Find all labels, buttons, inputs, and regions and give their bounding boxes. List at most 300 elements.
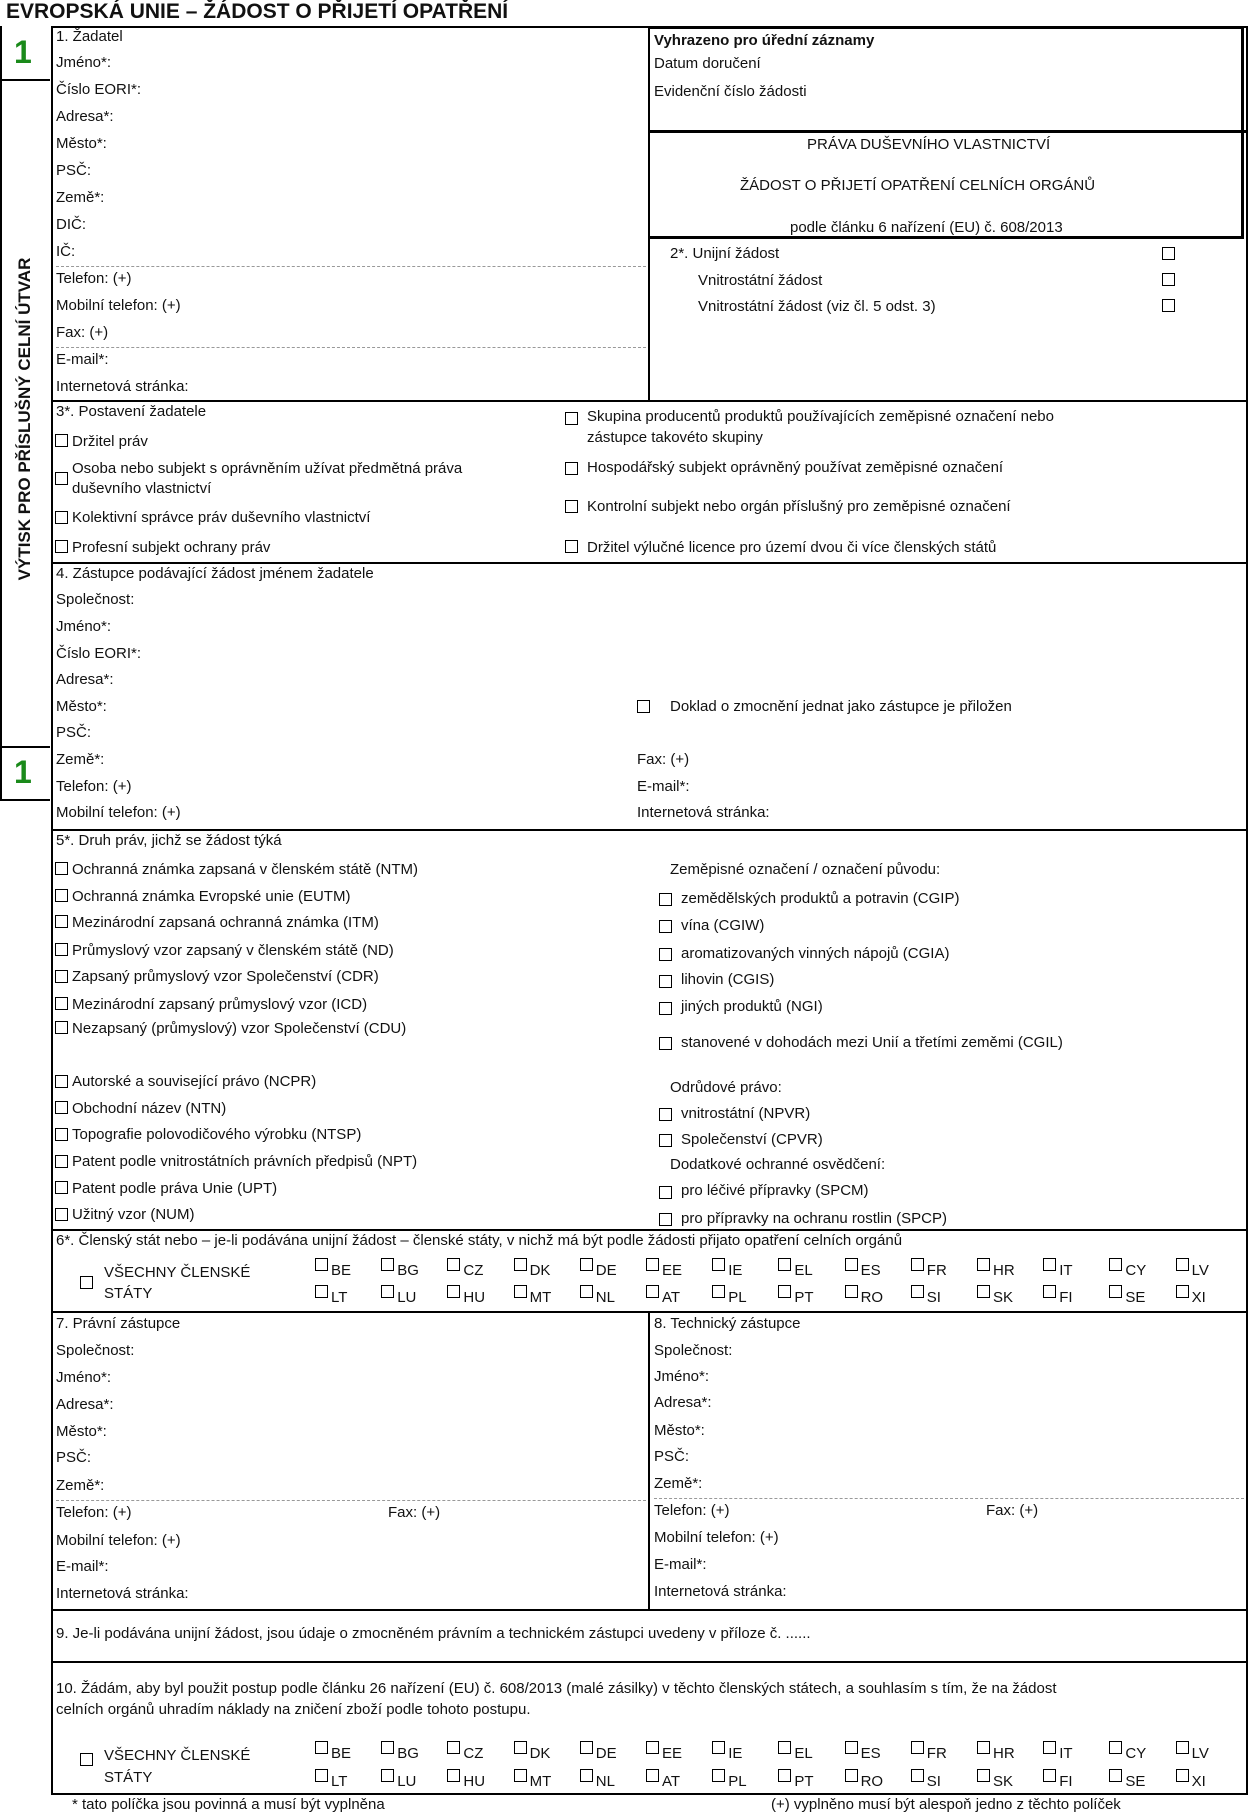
country-code: CY bbox=[1125, 1262, 1147, 1279]
footer-right: (+) vyplněno musí být alespoň jedno z těchto políček bbox=[771, 1796, 1121, 1813]
country-option-es[interactable] bbox=[845, 1258, 881, 1280]
office-request: ŽÁDOST O PŘIJETÍ OPATŘENÍ CELNÍCH ORGÁNŮ bbox=[740, 177, 1096, 194]
country-option-pt[interactable] bbox=[778, 1769, 813, 1791]
s5-option: vína (CGIW) bbox=[681, 917, 765, 934]
country-code: PT bbox=[794, 1289, 814, 1306]
country-checkbox[interactable] bbox=[712, 1258, 725, 1271]
s3-option: Kontrolní subjekt nebo orgán příslušný pro zeměpisné označení bbox=[587, 498, 1011, 515]
s10-text-cont: celních orgánů uhradím náklady na zničení zboží podle tohoto postupu. bbox=[56, 1701, 531, 1718]
country-code: LU bbox=[397, 1773, 417, 1790]
s7-field: Adresa*: bbox=[56, 1396, 114, 1413]
country-code: RO bbox=[860, 1773, 884, 1790]
s1-field: Mobilní telefon: (+) bbox=[56, 297, 181, 314]
country-option-dk[interactable] bbox=[514, 1741, 551, 1763]
s5-checkbox[interactable] bbox=[55, 1155, 68, 1168]
copy-number-bottom: 1 bbox=[14, 754, 32, 790]
s4-field: Jméno*: bbox=[56, 618, 112, 635]
s4-field: PSČ: bbox=[56, 724, 92, 741]
s5-option: Ochranná známka Evropské unie (EUTM) bbox=[72, 888, 351, 905]
s1-field: IČ: bbox=[56, 243, 76, 260]
s3-checkbox[interactable] bbox=[565, 540, 578, 553]
s8-field: Internetová stránka: bbox=[654, 1583, 787, 1600]
s4-field: Telefon: (+) bbox=[56, 778, 132, 795]
s3-option-cont: zástupce takovéto skupiny bbox=[587, 429, 763, 446]
country-checkbox[interactable] bbox=[514, 1741, 527, 1754]
s2-national-art5: Vnitrostátní žádost (viz čl. 5 odst. 3) bbox=[698, 298, 936, 315]
country-option-es[interactable] bbox=[845, 1741, 881, 1763]
s3-option-cont: duševního vlastnictví bbox=[72, 480, 212, 497]
office-basis: podle článku 6 nařízení (EU) č. 608/2013 bbox=[790, 219, 1063, 236]
s7-field: Telefon: (+) bbox=[56, 1504, 132, 1521]
country-code: AT bbox=[662, 1289, 681, 1306]
country-code: IT bbox=[1059, 1745, 1073, 1762]
country-code: MT bbox=[529, 1289, 552, 1306]
s5-checkbox[interactable] bbox=[659, 948, 672, 961]
country-checkbox[interactable] bbox=[315, 1741, 328, 1754]
s5-checkbox[interactable] bbox=[659, 893, 672, 906]
s1-field: Země*: bbox=[56, 189, 105, 206]
s10-all-checkbox[interactable] bbox=[80, 1753, 93, 1766]
country-checkbox[interactable] bbox=[1043, 1285, 1056, 1298]
s8-field: Země*: bbox=[654, 1475, 703, 1492]
country-code: FR bbox=[926, 1262, 947, 1279]
office-date: Datum doručení bbox=[654, 55, 761, 72]
s3-checkbox[interactable] bbox=[565, 412, 578, 425]
country-checkbox[interactable] bbox=[712, 1285, 725, 1298]
s3-checkbox[interactable] bbox=[55, 434, 68, 447]
s3-option: Držitel výlučné licence pro území dvou či více členských států bbox=[587, 539, 997, 556]
s1-field: Internetová stránka: bbox=[56, 378, 189, 395]
s4-web: Internetová stránka: bbox=[637, 804, 770, 821]
country-option-mt[interactable] bbox=[514, 1285, 552, 1307]
country-option-pl[interactable] bbox=[712, 1769, 746, 1791]
country-checkbox[interactable] bbox=[845, 1741, 858, 1754]
s10-text: 10. Žádám, aby byl použit postup podle článku 26 nařízení (EU) č. 608/2013 (malé zásilky) v těchto členských státech, a souhlasím s tím, že na žádost bbox=[56, 1680, 1057, 1697]
country-option-at[interactable] bbox=[646, 1769, 680, 1791]
s5-checkbox[interactable] bbox=[55, 889, 68, 902]
country-checkbox[interactable] bbox=[1176, 1741, 1189, 1754]
country-checkbox[interactable] bbox=[911, 1258, 924, 1271]
s5-option: zemědělských produktů a potravin (CGIP) bbox=[681, 890, 960, 907]
s3-option: Kolektivní správce práv duševního vlastnictví bbox=[72, 509, 371, 526]
country-checkbox[interactable] bbox=[911, 1285, 924, 1298]
footer-left: * tato políčka jsou povinná a musí být vyplněna bbox=[72, 1796, 385, 1813]
country-code: EE bbox=[662, 1262, 683, 1279]
s8-field: E-mail*: bbox=[654, 1556, 707, 1573]
country-code: DE bbox=[595, 1745, 617, 1762]
country-option-ie[interactable] bbox=[712, 1258, 742, 1280]
country-checkbox[interactable] bbox=[778, 1741, 791, 1754]
country-option-mt[interactable] bbox=[514, 1769, 552, 1791]
s5-checkbox[interactable] bbox=[55, 1075, 68, 1088]
country-checkbox[interactable] bbox=[315, 1285, 328, 1298]
country-option-be[interactable] bbox=[315, 1741, 351, 1763]
country-checkbox[interactable] bbox=[1109, 1285, 1122, 1298]
country-checkbox[interactable] bbox=[911, 1769, 924, 1782]
country-option-lu[interactable] bbox=[381, 1769, 416, 1791]
s2-national-art5-checkbox[interactable] bbox=[1162, 299, 1175, 312]
country-option-lv[interactable] bbox=[1176, 1258, 1209, 1280]
country-code: SI bbox=[926, 1289, 941, 1306]
s1-field: Jméno*: bbox=[56, 54, 112, 71]
s5-checkbox[interactable] bbox=[55, 970, 68, 983]
country-code: SE bbox=[1125, 1289, 1146, 1306]
form-title: EVROPSKÁ UNIE – ŽÁDOST O PŘIJETÍ OPATŘENÍ bbox=[6, 0, 509, 23]
office-number: Evidenční číslo žádosti bbox=[654, 83, 807, 100]
country-code: LV bbox=[1191, 1262, 1209, 1279]
office-reserved: Vyhrazeno pro úřední záznamy bbox=[654, 32, 875, 49]
country-code: IT bbox=[1059, 1262, 1073, 1279]
country-checkbox[interactable] bbox=[1176, 1769, 1189, 1782]
country-code: HR bbox=[993, 1262, 1015, 1279]
country-checkbox[interactable] bbox=[845, 1258, 858, 1271]
country-code: EL bbox=[794, 1262, 813, 1279]
side-column bbox=[0, 26, 50, 801]
country-option-hr[interactable] bbox=[977, 1741, 1015, 1763]
s5-option: Patent podle práva Unie (UPT) bbox=[72, 1180, 278, 1197]
country-checkbox[interactable] bbox=[712, 1769, 725, 1782]
s8-field: Mobilní telefon: (+) bbox=[654, 1529, 779, 1546]
s6-all-checkbox[interactable] bbox=[80, 1276, 93, 1289]
country-checkbox[interactable] bbox=[381, 1285, 394, 1298]
country-checkbox[interactable] bbox=[911, 1741, 924, 1754]
s4-field: Adresa*: bbox=[56, 671, 114, 688]
s4-heading: 4. Zástupce podávající žádost jménem žadatele bbox=[56, 565, 374, 582]
country-checkbox[interactable] bbox=[315, 1258, 328, 1271]
country-option-hu[interactable] bbox=[447, 1285, 485, 1307]
s7-field: E-mail*: bbox=[56, 1558, 109, 1575]
s3-option: Profesní subjekt ochrany práv bbox=[72, 539, 271, 556]
country-checkbox[interactable] bbox=[646, 1258, 659, 1271]
s4-proof-checkbox[interactable] bbox=[637, 700, 650, 713]
s5-checkbox[interactable] bbox=[659, 1213, 672, 1226]
country-option-hu[interactable] bbox=[447, 1769, 485, 1791]
country-code: HU bbox=[463, 1289, 486, 1306]
s5-heading: 5*. Druh práv, jichž se žádost týká bbox=[56, 832, 282, 849]
country-code: LV bbox=[1191, 1745, 1209, 1762]
country-code: DK bbox=[529, 1262, 551, 1279]
country-checkbox[interactable] bbox=[845, 1285, 858, 1298]
country-code: NL bbox=[595, 1773, 615, 1790]
s10-all-label: VŠECHNY ČLENSKÉ bbox=[104, 1747, 251, 1764]
country-code: FI bbox=[1059, 1773, 1073, 1790]
country-code: XI bbox=[1191, 1773, 1206, 1790]
country-code: DK bbox=[529, 1745, 551, 1762]
country-code: SE bbox=[1125, 1773, 1146, 1790]
s5-checkbox[interactable] bbox=[659, 1037, 672, 1050]
s3-heading: 3*. Postavení žadatele bbox=[56, 403, 207, 420]
country-checkbox[interactable] bbox=[977, 1258, 990, 1271]
country-checkbox[interactable] bbox=[381, 1769, 394, 1782]
country-checkbox[interactable] bbox=[580, 1741, 593, 1754]
country-checkbox[interactable] bbox=[1043, 1258, 1056, 1271]
country-option-se[interactable] bbox=[1109, 1769, 1145, 1791]
s3-checkbox[interactable] bbox=[55, 540, 68, 553]
s3-checkbox[interactable] bbox=[55, 472, 68, 485]
country-option-lt[interactable] bbox=[315, 1769, 347, 1791]
s5-option: Společenství (CPVR) bbox=[681, 1131, 823, 1148]
country-code: HU bbox=[463, 1773, 486, 1790]
country-option-bg[interactable] bbox=[381, 1741, 419, 1763]
country-option-nl[interactable] bbox=[580, 1285, 615, 1307]
country-checkbox[interactable] bbox=[381, 1258, 394, 1271]
country-code: PL bbox=[728, 1289, 747, 1306]
s4-field: Číslo EORI*: bbox=[56, 645, 142, 662]
country-checkbox[interactable] bbox=[580, 1769, 593, 1782]
country-code: EE bbox=[662, 1745, 683, 1762]
country-checkbox[interactable] bbox=[778, 1258, 791, 1271]
country-checkbox[interactable] bbox=[447, 1769, 460, 1782]
s3-option: Osoba nebo subjekt s oprávněním užívat předmětná práva bbox=[72, 460, 463, 477]
s8-field: Jméno*: bbox=[654, 1368, 710, 1385]
country-checkbox[interactable] bbox=[1043, 1741, 1056, 1754]
s7-field: Společnost: bbox=[56, 1342, 135, 1359]
country-code: IE bbox=[728, 1262, 743, 1279]
country-option-fr[interactable] bbox=[911, 1258, 947, 1280]
s5-pv-heading: Odrůdové právo: bbox=[670, 1079, 782, 1096]
country-code: HR bbox=[993, 1745, 1015, 1762]
country-option-pt[interactable] bbox=[778, 1285, 813, 1307]
s7-field: Mobilní telefon: (+) bbox=[56, 1532, 181, 1549]
country-option-ee[interactable] bbox=[646, 1258, 682, 1280]
copy-number-top: 1 bbox=[14, 34, 32, 70]
country-checkbox[interactable] bbox=[646, 1741, 659, 1754]
country-code: CZ bbox=[463, 1745, 484, 1762]
s4-field: Mobilní telefon: (+) bbox=[56, 804, 181, 821]
country-checkbox[interactable] bbox=[514, 1769, 527, 1782]
country-checkbox[interactable] bbox=[712, 1741, 725, 1754]
s7-field: Země*: bbox=[56, 1477, 105, 1494]
country-code: AT bbox=[662, 1773, 681, 1790]
country-option-se[interactable] bbox=[1109, 1285, 1145, 1307]
country-code: SI bbox=[926, 1773, 941, 1790]
s5-checkbox[interactable] bbox=[55, 943, 68, 956]
country-option-fr[interactable] bbox=[911, 1741, 947, 1763]
country-option-ro[interactable] bbox=[845, 1285, 884, 1307]
country-code: BE bbox=[331, 1745, 352, 1762]
country-option-nl[interactable] bbox=[580, 1769, 615, 1791]
country-code: LT bbox=[331, 1773, 348, 1790]
s5-gi-heading: Zeměpisné označení / označení původu: bbox=[670, 861, 941, 878]
country-checkbox[interactable] bbox=[315, 1769, 328, 1782]
s1-heading: 1. Žadatel bbox=[56, 28, 123, 45]
country-checkbox[interactable] bbox=[514, 1258, 527, 1271]
country-option-sk[interactable] bbox=[977, 1769, 1013, 1791]
s1-field: Město*: bbox=[56, 135, 107, 152]
country-option-dk[interactable] bbox=[514, 1258, 551, 1280]
s5-option: Patent podle vnitrostátních právních předpisů (NPT) bbox=[72, 1153, 418, 1170]
country-code: LT bbox=[331, 1289, 348, 1306]
s4-field: Společnost: bbox=[56, 591, 135, 608]
country-checkbox[interactable] bbox=[447, 1285, 460, 1298]
country-code: BG bbox=[397, 1745, 419, 1762]
s3-option: Skupina producentů produktů používajících zeměpisné označení nebo bbox=[587, 408, 1054, 425]
country-code: DE bbox=[595, 1262, 617, 1279]
country-option-cz[interactable] bbox=[447, 1258, 483, 1280]
country-option-fi[interactable] bbox=[1043, 1285, 1072, 1307]
s3-checkbox[interactable] bbox=[565, 462, 578, 475]
s5-option: Autorské a související právo (NCPR) bbox=[72, 1073, 317, 1090]
s5-option: Nezapsaný (průmyslový) vzor Společenství (CDU) bbox=[72, 1020, 407, 1037]
s5-checkbox[interactable] bbox=[55, 1181, 68, 1194]
s6-heading: 6*. Členský stát nebo – je-li podávána unijní žádost – členské státy, v nichž má být podle žádosti přijato opatření celních orgánů bbox=[56, 1232, 903, 1249]
country-code: EL bbox=[794, 1745, 813, 1762]
country-checkbox[interactable] bbox=[977, 1769, 990, 1782]
country-option-de[interactable] bbox=[580, 1741, 617, 1763]
s5-checkbox[interactable] bbox=[55, 1021, 68, 1034]
s2-union-checkbox[interactable] bbox=[1162, 247, 1175, 260]
country-checkbox[interactable] bbox=[778, 1769, 791, 1782]
country-option-xi[interactable] bbox=[1176, 1285, 1206, 1307]
country-option-el[interactable] bbox=[778, 1741, 812, 1763]
s2-heading: 2*. Unijní žádost bbox=[670, 245, 780, 262]
country-code: MT bbox=[529, 1773, 552, 1790]
country-option-it[interactable] bbox=[1043, 1258, 1072, 1280]
country-checkbox[interactable] bbox=[447, 1258, 460, 1271]
country-code: ES bbox=[860, 1745, 881, 1762]
country-checkbox[interactable] bbox=[580, 1285, 593, 1298]
country-checkbox[interactable] bbox=[1109, 1741, 1122, 1754]
s5-option: pro léčivé přípravky (SPCM) bbox=[681, 1182, 869, 1199]
s5-option: Průmyslový vzor zapsaný v členském státě (ND) bbox=[72, 942, 394, 959]
country-option-si[interactable] bbox=[911, 1285, 941, 1307]
country-option-lv[interactable] bbox=[1176, 1741, 1209, 1763]
country-option-ro[interactable] bbox=[845, 1769, 884, 1791]
country-code: PL bbox=[728, 1773, 747, 1790]
s5-checkbox[interactable] bbox=[55, 862, 68, 875]
s5-checkbox[interactable] bbox=[659, 1134, 672, 1147]
country-checkbox[interactable] bbox=[977, 1741, 990, 1754]
s8-field: Telefon: (+) bbox=[654, 1502, 730, 1519]
country-option-be[interactable] bbox=[315, 1258, 351, 1280]
s8-field: PSČ: bbox=[654, 1448, 690, 1465]
country-option-si[interactable] bbox=[911, 1769, 941, 1791]
s5-option: lihovin (CGIS) bbox=[681, 971, 775, 988]
country-checkbox[interactable] bbox=[845, 1769, 858, 1782]
country-option-pl[interactable] bbox=[712, 1285, 746, 1307]
s5-checkbox[interactable] bbox=[55, 1128, 68, 1141]
s2-national: Vnitrostátní žádost bbox=[698, 272, 823, 289]
country-option-cy[interactable] bbox=[1109, 1258, 1146, 1280]
country-checkbox[interactable] bbox=[1176, 1285, 1189, 1298]
s5-option: Obchodní název (NTN) bbox=[72, 1100, 227, 1117]
s2-national-checkbox[interactable] bbox=[1162, 273, 1175, 286]
country-option-el[interactable] bbox=[778, 1258, 812, 1280]
s10-all-label-cont: STÁTY bbox=[104, 1769, 153, 1786]
s4-proof: Doklad o zmocnění jednat jako zástupce je přiložen bbox=[670, 698, 1012, 715]
country-option-fi[interactable] bbox=[1043, 1769, 1072, 1791]
s5-option: stanovené v dohodách mezi Unií a třetími zeměmi (CGIL) bbox=[681, 1034, 1063, 1051]
s7-fax: Fax: (+) bbox=[388, 1504, 441, 1521]
country-option-at[interactable] bbox=[646, 1285, 680, 1307]
s5-checkbox[interactable] bbox=[659, 1108, 672, 1121]
country-code: FI bbox=[1059, 1289, 1073, 1306]
s5-checkbox[interactable] bbox=[659, 920, 672, 933]
country-code: FR bbox=[926, 1745, 947, 1762]
country-option-de[interactable] bbox=[580, 1258, 617, 1280]
country-checkbox[interactable] bbox=[646, 1285, 659, 1298]
country-option-lt[interactable] bbox=[315, 1285, 347, 1307]
s5-checkbox[interactable] bbox=[55, 1101, 68, 1114]
country-checkbox[interactable] bbox=[447, 1741, 460, 1754]
country-option-xi[interactable] bbox=[1176, 1769, 1206, 1791]
country-code: IE bbox=[728, 1745, 743, 1762]
s5-checkbox[interactable] bbox=[659, 975, 672, 988]
country-option-cz[interactable] bbox=[447, 1741, 483, 1763]
country-checkbox[interactable] bbox=[977, 1285, 990, 1298]
s8-field: Město*: bbox=[654, 1422, 705, 1439]
country-option-sk[interactable] bbox=[977, 1285, 1013, 1307]
s3-checkbox[interactable] bbox=[55, 511, 68, 524]
office-ip-rights: PRÁVA DUŠEVNÍHO VLASTNICTVÍ bbox=[807, 136, 1051, 153]
country-code: NL bbox=[595, 1289, 615, 1306]
s5-checkbox[interactable] bbox=[659, 1002, 672, 1015]
country-option-bg[interactable] bbox=[381, 1258, 419, 1280]
country-option-hr[interactable] bbox=[977, 1258, 1015, 1280]
s8-heading: 8. Technický zástupce bbox=[654, 1315, 801, 1332]
s3-checkbox[interactable] bbox=[565, 500, 578, 513]
s5-option: Ochranná známka zapsaná v členském státě (NTM) bbox=[72, 861, 418, 878]
country-code: SK bbox=[993, 1773, 1014, 1790]
s5-option: Topografie polovodičového výrobku (NTSP) bbox=[72, 1126, 362, 1143]
s7-heading: 7. Právní zástupce bbox=[56, 1315, 181, 1332]
s7-field: Město*: bbox=[56, 1423, 107, 1440]
country-option-it[interactable] bbox=[1043, 1741, 1072, 1763]
country-code: ES bbox=[860, 1262, 881, 1279]
s7-field: Jméno*: bbox=[56, 1369, 112, 1386]
s5-checkbox[interactable] bbox=[55, 1208, 68, 1221]
country-checkbox[interactable] bbox=[381, 1741, 394, 1754]
s5-checkbox[interactable] bbox=[55, 915, 68, 928]
s5-checkbox[interactable] bbox=[55, 997, 68, 1010]
country-option-ee[interactable] bbox=[646, 1741, 682, 1763]
s1-field: Číslo EORI*: bbox=[56, 81, 142, 98]
country-checkbox[interactable] bbox=[1176, 1258, 1189, 1271]
country-checkbox[interactable] bbox=[1109, 1258, 1122, 1271]
country-option-ie[interactable] bbox=[712, 1741, 742, 1763]
country-code: CY bbox=[1125, 1745, 1147, 1762]
s6-all-label: VŠECHNY ČLENSKÉ bbox=[104, 1264, 251, 1281]
s4-field: Město*: bbox=[56, 698, 107, 715]
s4-fax: Fax: (+) bbox=[637, 751, 690, 768]
s5-option: pro přípravky na ochranu rostlin (SPCP) bbox=[681, 1210, 947, 1227]
country-checkbox[interactable] bbox=[778, 1285, 791, 1298]
country-code: CZ bbox=[463, 1262, 484, 1279]
country-checkbox[interactable] bbox=[646, 1769, 659, 1782]
s7-field: Internetová stránka: bbox=[56, 1585, 189, 1602]
country-checkbox[interactable] bbox=[1043, 1769, 1056, 1782]
country-checkbox[interactable] bbox=[580, 1258, 593, 1271]
s5-checkbox[interactable] bbox=[659, 1186, 672, 1199]
country-checkbox[interactable] bbox=[1109, 1769, 1122, 1782]
s8-fax: Fax: (+) bbox=[986, 1502, 1039, 1519]
country-code: PT bbox=[794, 1773, 814, 1790]
country-code: BE bbox=[331, 1262, 352, 1279]
country-code: XI bbox=[1191, 1289, 1206, 1306]
country-option-cy[interactable] bbox=[1109, 1741, 1146, 1763]
s4-email: E-mail*: bbox=[637, 778, 690, 795]
s8-field: Společnost: bbox=[654, 1342, 733, 1359]
s3-option: Hospodářský subjekt oprávněný používat zeměpisné označení bbox=[587, 459, 1004, 476]
s5-option: vnitrostátní (NPVR) bbox=[681, 1105, 811, 1122]
s7-field: PSČ: bbox=[56, 1449, 92, 1466]
country-checkbox[interactable] bbox=[514, 1285, 527, 1298]
s1-field: Adresa*: bbox=[56, 108, 114, 125]
s8-field: Adresa*: bbox=[654, 1394, 712, 1411]
country-option-lu[interactable] bbox=[381, 1285, 416, 1307]
s1-field: DIČ: bbox=[56, 216, 86, 233]
s4-field: Země*: bbox=[56, 751, 105, 768]
